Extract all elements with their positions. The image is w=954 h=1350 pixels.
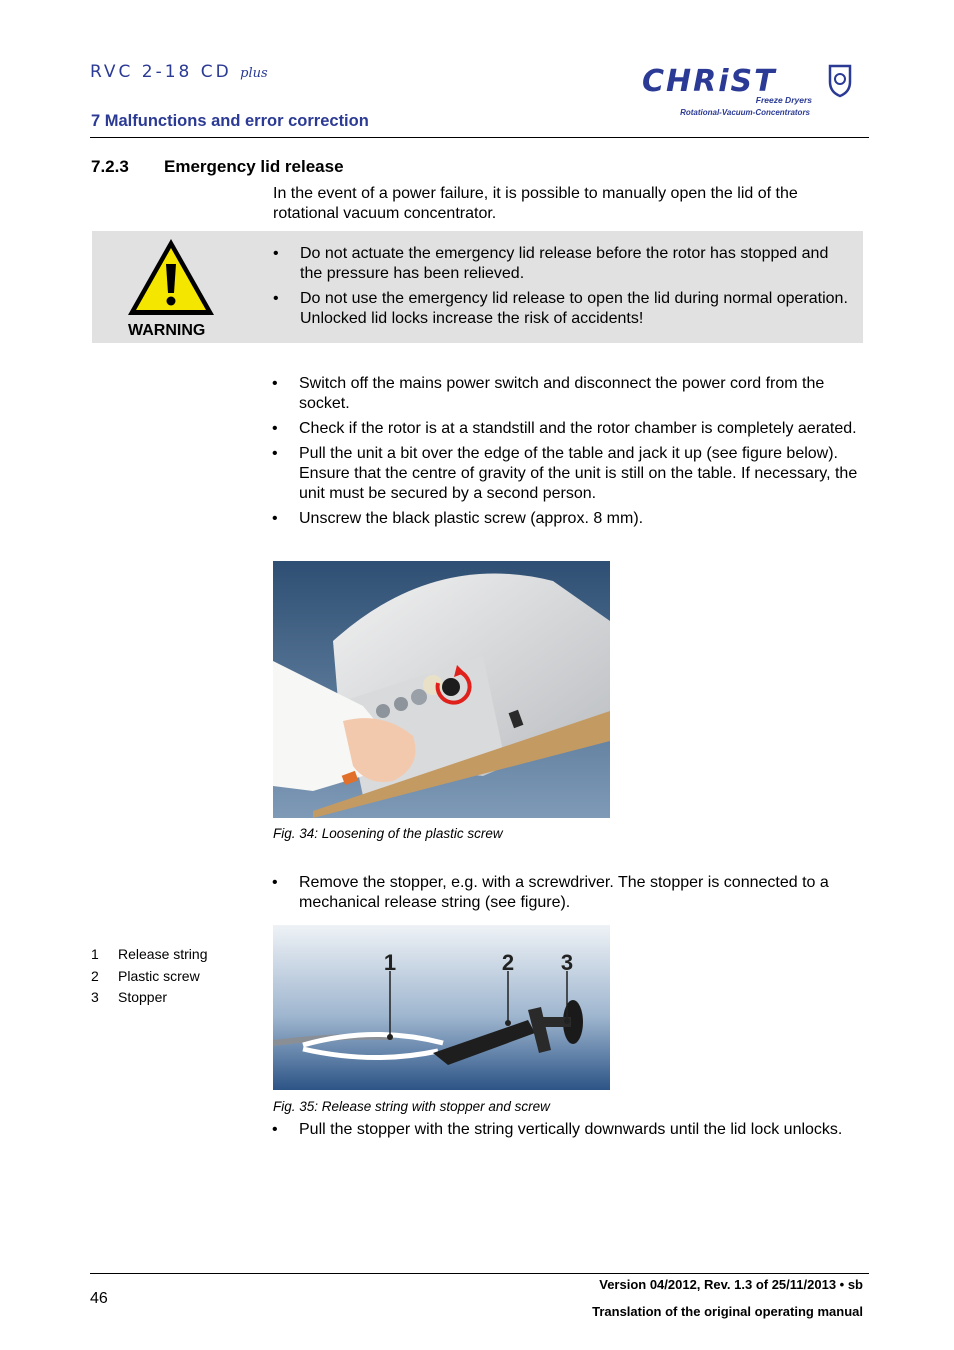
step-item: • Switch off the mains power switch and disconnect the power cord from the socket. (272, 374, 862, 414)
warning-label: WARNING (128, 322, 206, 339)
figure-35-caption: Fig. 35: Release string with stopper and screw (273, 1099, 550, 1114)
figure-34-photo (273, 561, 610, 818)
warning-item: • Do not use the emergency lid release to open the lid during normal operation. Unlocked lid locks increase the risk of accidents! (273, 289, 853, 329)
header-rule (90, 137, 869, 138)
step-list (272, 374, 862, 534)
figure-35-photo (273, 925, 610, 1090)
legend-item: 2 Plastic screw (91, 967, 200, 984)
warning-list (273, 244, 853, 334)
step-item: • Pull the unit a bit over the edge of the table and jack it up (see figure below). Ensure that the centre of gravity of the unit is still on the table. If necessary, the unit must be secured by a second person. (272, 444, 862, 504)
warning-item: • Do not actuate the emergency lid release before the rotor has stopped and the pressure has been relieved. (273, 244, 853, 284)
model-name: RVC 2-18 CD plus (90, 62, 268, 82)
callout-2: 2 (501, 950, 515, 975)
step-item: • Unscrew the black plastic screw (approx. 8 mm). (272, 509, 862, 529)
footer-translation: Translation of the original operating manual (592, 1304, 863, 1319)
section-title: Emergency lid release (164, 157, 344, 176)
figure-legend (91, 944, 208, 1009)
step-item: • Pull the stopper with the string vertically downwards until the lid lock unlocks. (272, 1120, 862, 1140)
warning-triangle-icon (125, 236, 217, 318)
logo-line1: Freeze Dryers (755, 95, 812, 105)
section-intro: In the event of a power failure, it is possible to manually open the lid of the rotational vacuum concentrator. (273, 185, 798, 222)
logo-brand: CHRiST (642, 64, 777, 99)
footer-rule (90, 1273, 869, 1274)
legend-item: 3 Stopper (91, 989, 168, 1005)
step-item: • Remove the stopper, e.g. with a screwdriver. The stopper is connected to a mechanical release string (see figure). (272, 873, 862, 913)
step-list (272, 1120, 862, 1145)
christ-logo (640, 60, 865, 120)
callout-1: 1 (383, 950, 397, 975)
section-number: 7.2.3 (91, 157, 129, 176)
legend-item: 1 Release string (91, 946, 208, 962)
footer-version: Version 04/2012, Rev. 1.3 of 25/11/2013 • sb (599, 1277, 863, 1292)
callout-3: 3 (560, 950, 574, 975)
figure-34-caption: Fig. 34: Loosening of the plastic screw (273, 826, 503, 841)
logo-emblem-icon (830, 66, 850, 96)
page-number: 46 (90, 1290, 108, 1307)
step-item: • Check if the rotor is at a standstill and the rotor chamber is completely aerated. (272, 419, 862, 439)
step-list (272, 873, 862, 918)
chapter-title: 7 Malfunctions and error correction (91, 112, 369, 130)
logo-line2: Rotational-Vacuum-Concentrators (680, 108, 810, 117)
